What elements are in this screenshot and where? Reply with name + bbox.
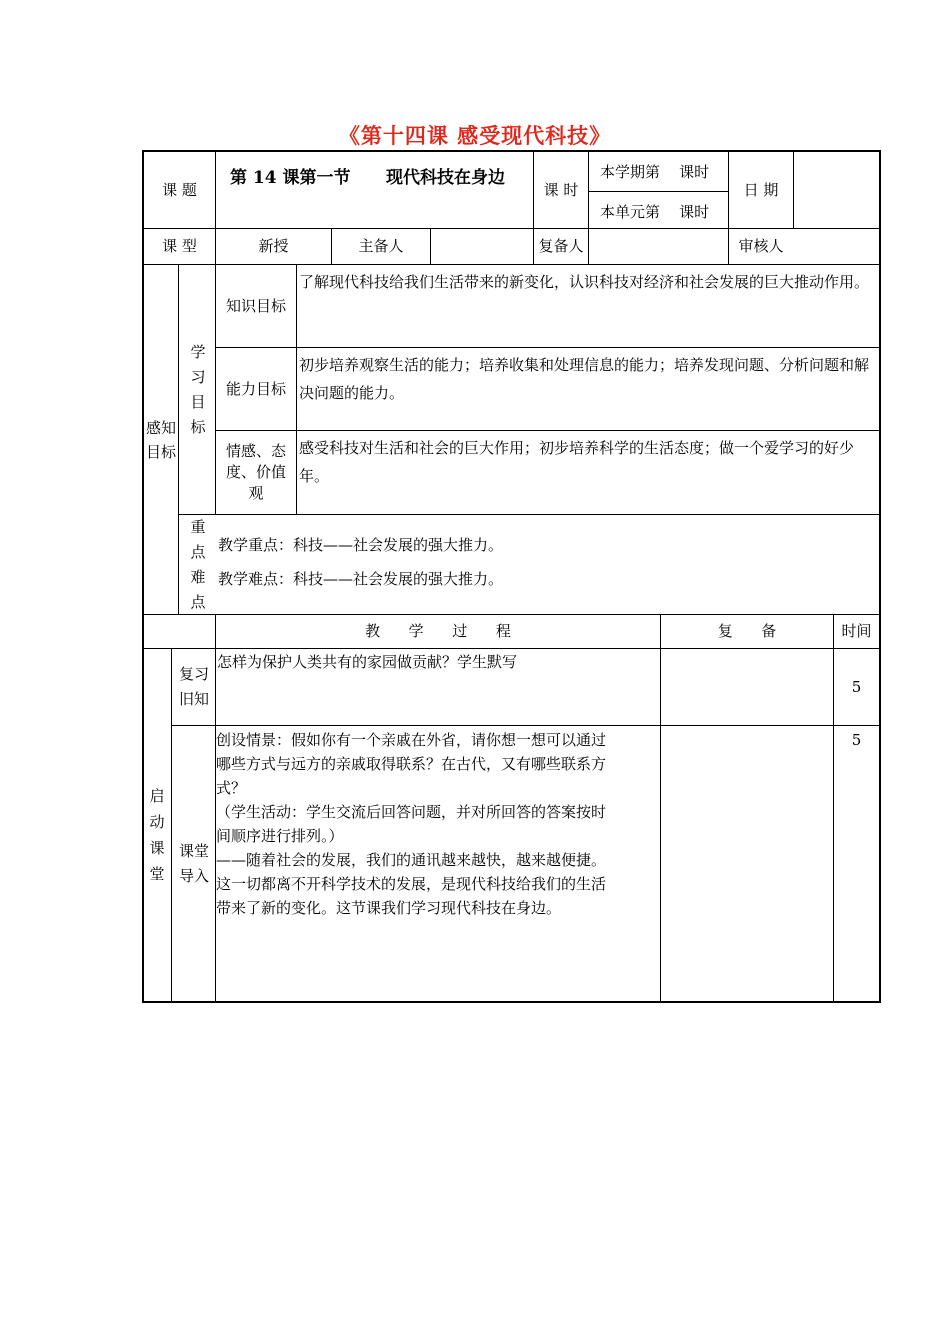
review-text: 怎样为保护人类共有的家园做贡献？学生默写 xyxy=(217,653,518,671)
intro-time: 5 xyxy=(851,731,862,749)
type-value: 新授 xyxy=(258,237,289,255)
intro-line: 间顺序进行排列。） xyxy=(216,827,344,845)
preparer-label: 主备人 xyxy=(358,237,404,255)
co-preparer-value[interactable] xyxy=(589,229,728,264)
objectives-section-label: 感知目标 xyxy=(146,418,177,461)
topic-label: 课 题 xyxy=(162,180,197,199)
preparer-value[interactable] xyxy=(431,229,533,264)
date-value[interactable] xyxy=(794,152,879,228)
semester-period: 本学期第 课时 xyxy=(600,163,710,181)
ability-text: 初步培养观察生活的能力；培养收集和处理信息的能力；培养发现问题、分析问题和解决问题的能力。 xyxy=(299,356,870,402)
key-point: 教学重点：科技——社会发展的强大推力。 xyxy=(218,536,504,554)
unit-period: 本单元第 课时 xyxy=(600,203,710,221)
knowledge-label: 知识目标 xyxy=(225,296,286,315)
key-points-label: 重点难点 xyxy=(190,517,206,611)
document-title: 《第十四课 感受现代科技》 xyxy=(338,123,612,148)
topic-value: 第 14 课第一节 现代科技在身边 xyxy=(230,168,506,188)
type-label: 课 型 xyxy=(162,237,197,255)
intro-line: 哪些方式与远方的亲戚取得联系？在古代，又有哪些联系方 xyxy=(216,755,607,773)
col-time-header: 时间 xyxy=(841,622,872,640)
col-process-header: 教 学 过 程 xyxy=(365,622,511,640)
intro-line: （学生活动：学生交流后回答问题，并对所回答的答案按时 xyxy=(216,803,607,821)
review-time: 5 xyxy=(851,677,862,696)
date-label: 日 期 xyxy=(743,180,779,199)
intro-line: 创设情景：假如你有一个亲戚在外省，请你想一想可以通过 xyxy=(216,731,607,749)
intro-line: 带来了新的变化。这节课我们学习现代科技在身边。 xyxy=(216,899,562,917)
emotion-label: 情感、态度、价值观 xyxy=(225,442,286,502)
intro-label: 课堂导入 xyxy=(178,841,209,885)
intro-line: 这一切都离不开科学技术的发展，是现代科技给我们的生活 xyxy=(216,875,607,893)
intro-line: ——随着社会的发展，我们的通讯越来越快，越来越便捷。 xyxy=(216,851,607,869)
learning-objectives-label: 学习目标 xyxy=(190,342,206,436)
reviewer-value[interactable] xyxy=(794,229,879,264)
emotion-text: 感受科技对生活和社会的巨大作用；初步培养科学的生活态度；做一个爱学习的好少年。 xyxy=(299,439,855,485)
col-review-header: 复 备 xyxy=(717,622,777,640)
ability-label: 能力目标 xyxy=(225,379,286,398)
period-label: 课 时 xyxy=(543,180,579,199)
phase-label: 启动课堂 xyxy=(149,787,165,883)
intro-line: 式？ xyxy=(216,779,247,797)
co-preparer-label: 复备人 xyxy=(538,237,584,255)
reviewer-label: 审核人 xyxy=(738,237,784,255)
review-label: 复习旧知 xyxy=(178,665,209,708)
knowledge-text: 了解现代科技给我们生活带来的新变化，认识科技对经济和社会发展的巨大推动作用。 xyxy=(299,273,870,291)
intro-text xyxy=(216,728,660,928)
difficult-point: 教学难点：科技——社会发展的强大推力。 xyxy=(218,570,504,588)
